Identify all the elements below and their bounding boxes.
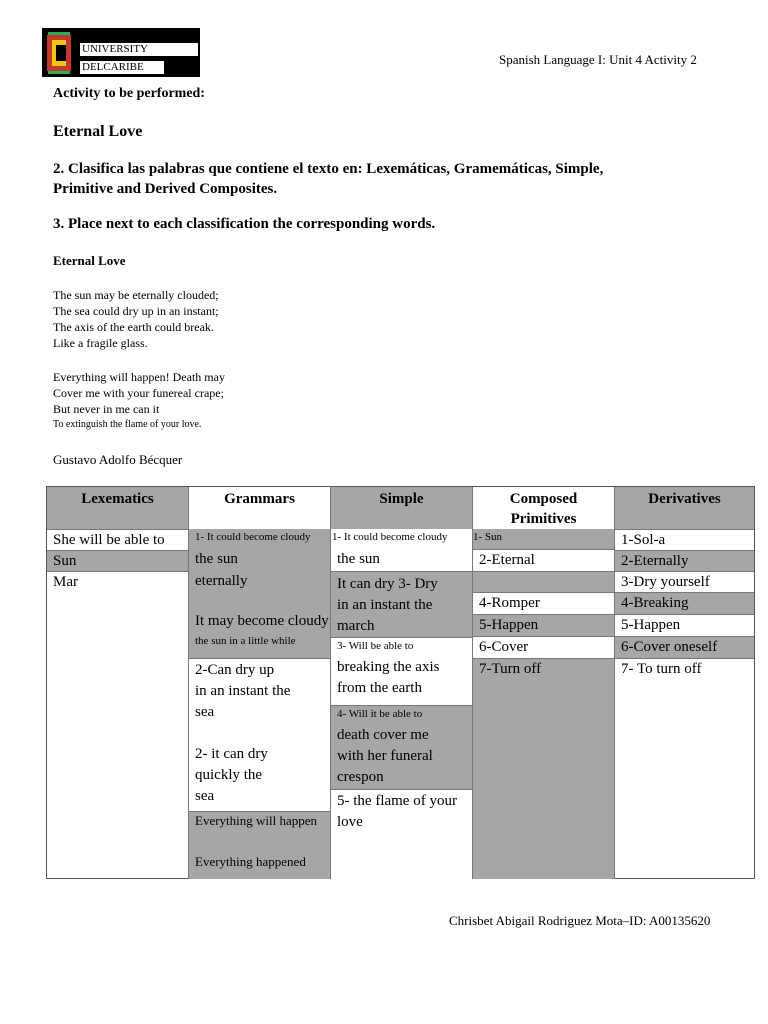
poem-stanza-2 — [53, 369, 225, 433]
table-cell: 7-Turn off — [473, 658, 614, 680]
instruction-2: 2. Clasifica las palabras que contiene el texto en: Lexemáticas, Gramemáticas, Simple, Primitive and Derived Composites. — [53, 161, 604, 197]
poem-stanza-1 — [53, 287, 219, 351]
column-composed-primitives — [473, 487, 615, 879]
column-derivatives — [615, 487, 754, 879]
author-footer: Chrisbet Abigail Rodriguez Mota–ID: A00135620 — [449, 913, 711, 928]
table-cell: 6-Cover oneself — [615, 636, 754, 658]
header-derivatives: Derivatives — [615, 487, 754, 529]
table-cell-line: sea — [195, 788, 215, 804]
poem-line: Like a fragile glass. — [53, 336, 148, 350]
table-cell-group — [331, 637, 472, 705]
activity-label: Activity to be performed: — [53, 86, 206, 101]
table-cell: 1-Sol-a — [615, 529, 754, 550]
poem-line: Cover me with your funereal crape; — [53, 386, 224, 400]
table-cell-line: in an instant the — [337, 597, 433, 613]
table-cell: Mar — [47, 571, 188, 593]
table-cell: 7- To turn off — [615, 658, 754, 680]
column-lexematics — [47, 487, 189, 879]
header-lexematics: Lexematics — [47, 487, 188, 529]
poem-line: The sea could dry up in an instant; — [53, 304, 219, 318]
table-cell-group — [331, 571, 472, 637]
table-cell-line: 2-Can dry up — [195, 662, 275, 678]
table-cell: She will be able to — [47, 529, 188, 550]
table-cell-line: from the earth — [337, 680, 422, 696]
table-cell-line: crespon — [337, 769, 384, 785]
table-cell-line: in an instant the — [195, 683, 291, 699]
table-cell-line: 3- Will be able to — [337, 640, 414, 652]
table-cell: 5-Happen — [473, 614, 614, 636]
table-cell-line: 4- Will it be able to — [337, 708, 423, 720]
table-cell-line: march — [337, 618, 375, 634]
poem-line: But never in me can it — [53, 402, 160, 416]
table-cell: 6-Cover — [473, 636, 614, 658]
table-cell: 1- It could become cloudy — [331, 530, 472, 545]
table-cell-line — [189, 723, 330, 744]
table-cell-group — [189, 658, 330, 811]
table-cell: the sun in a little while — [195, 635, 296, 647]
table-cell-line: 2- it can dry — [195, 746, 268, 762]
table-cell-line: with her funeral — [337, 748, 433, 764]
column-grammars — [189, 487, 331, 879]
poem-line: To extinguish the flame of your love. — [53, 419, 202, 430]
table-cell: the sun — [195, 551, 238, 567]
table-cell: 2-Eternal — [473, 549, 614, 571]
table-cell: 5-Happen — [615, 614, 754, 636]
table-cell-line: 5- the flame of your — [337, 793, 457, 809]
table-cell: Everything happened — [195, 854, 306, 869]
instruction-3: 3. Place next to each classification the corresponding words. — [53, 216, 436, 232]
header-grammars: Grammars — [189, 487, 330, 529]
university-logo — [42, 28, 200, 77]
table-cell: Sun — [47, 550, 188, 571]
poem-author: Gustavo Adolfo Bécquer — [53, 452, 183, 467]
table-cell: 1- Sun — [473, 530, 614, 549]
table-cell: 4-Breaking — [615, 592, 754, 614]
table-cell-line: death cover me — [337, 727, 429, 743]
table-cell: 2-Eternally — [615, 550, 754, 571]
table-cell: the sun — [331, 549, 472, 570]
table-cell-line: breaking the axis — [337, 659, 440, 675]
header-composed-primitives: Composed Primitives — [473, 487, 614, 529]
course-header: Spanish Language I: Unit 4 Activity 2 — [499, 52, 697, 67]
poem-line: The sun may be eternally clouded; — [53, 288, 219, 302]
poem-title: Eternal Love — [53, 253, 126, 268]
table-cell: 3-Dry yourself — [615, 571, 754, 592]
table-cell-line: quickly the — [195, 767, 263, 783]
poem-line: The axis of the earth could break. — [53, 320, 214, 334]
table-cell: Everything will happen — [189, 811, 330, 831]
table-cell-line: love — [337, 814, 363, 830]
page-title: Eternal Love — [53, 123, 143, 140]
table-cell: 1- It could become cloudy — [195, 531, 311, 543]
header-simple: Simple — [331, 487, 472, 529]
logo-text-university: UNIVERSITY — [80, 43, 198, 56]
logo-text-delcaribe: DELCARIBE — [80, 61, 164, 74]
table-cell: eternally — [195, 573, 248, 589]
table-cell-group — [331, 705, 472, 789]
university-emblem-icon — [44, 31, 74, 75]
table-cell-group — [331, 789, 472, 879]
table-cell: 4-Romper — [473, 592, 614, 614]
table-cell-line: It can dry 3- Dry — [337, 576, 438, 592]
poem-line: Everything will happen! Death may — [53, 370, 225, 384]
column-simple — [331, 487, 473, 879]
classification-table — [46, 486, 755, 879]
table-cell — [473, 571, 614, 592]
table-cell-line: sea — [195, 704, 215, 720]
table-cell: It may become cloudy — [195, 613, 329, 629]
